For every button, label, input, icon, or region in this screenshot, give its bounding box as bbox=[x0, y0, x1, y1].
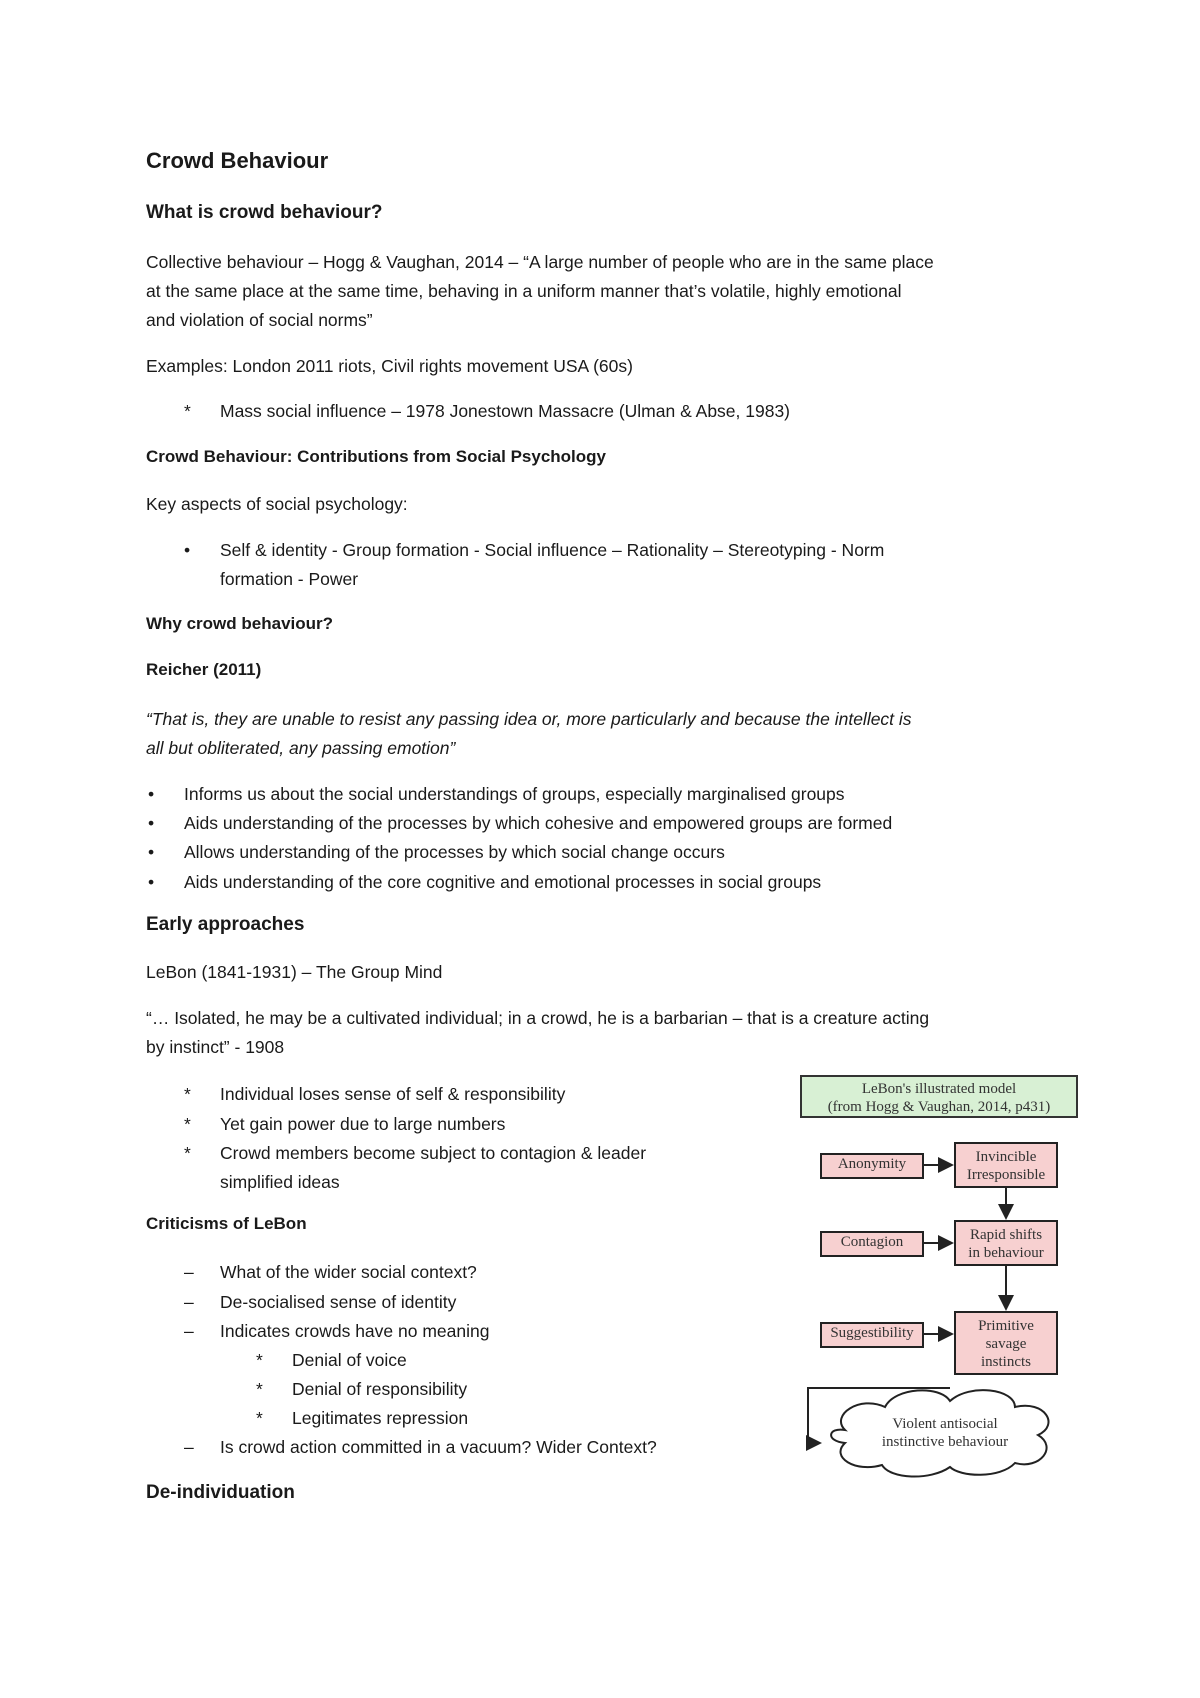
aspects-line-2: formation - Power bbox=[220, 569, 359, 589]
key-aspects-text: Key aspects of social psychology: bbox=[146, 494, 408, 514]
definition-line-2: at the same place at the same time, behaving in a uniform manner that’s volatile, highly emotional bbox=[146, 281, 902, 301]
dash-bullet: – bbox=[184, 1321, 194, 1341]
lebon-text: LeBon (1841-1931) – The Group Mind bbox=[146, 962, 443, 982]
lebon-quote-line-2: by instinct” - 1908 bbox=[146, 1037, 285, 1057]
criticism-4: Is crowd action committed in a vacuum? Wider Context? bbox=[220, 1437, 657, 1457]
bullet-dot: • bbox=[184, 540, 191, 560]
bullet-dot: • bbox=[148, 842, 155, 862]
why-bullet-3: Allows understanding of the processes by which social change occurs bbox=[184, 842, 725, 862]
instincts-label: instincts bbox=[980, 1354, 1031, 1370]
lebon-point-3-cont: simplified ideas bbox=[220, 1172, 340, 1192]
reicher-quote-line-1: “That is, they are unable to resist any passing idea or, more particularly and because the intellect is bbox=[146, 709, 912, 729]
asterisk-bullet: * bbox=[184, 1114, 191, 1134]
invincible-box bbox=[954, 1142, 1058, 1188]
rapid-shifts-box bbox=[954, 1220, 1058, 1266]
in-behaviour-label: in behaviour bbox=[968, 1245, 1044, 1261]
document-title: Crowd Behaviour bbox=[146, 148, 329, 173]
savage-label: savage bbox=[985, 1336, 1027, 1352]
asterisk-bullet: * bbox=[256, 1408, 263, 1428]
why-bullet-1: Informs us about the social understandings of groups, especially marginalised groups bbox=[184, 784, 845, 804]
primitive-label: Primitive bbox=[978, 1318, 1034, 1334]
early-approaches-heading: Early approaches bbox=[146, 914, 305, 935]
reicher-quote-line-2: all but obliterated, any passing emotion” bbox=[146, 738, 456, 758]
asterisk-bullet: * bbox=[184, 1084, 191, 1104]
lebon-point-3: Crowd members become subject to contagion & leader bbox=[220, 1143, 647, 1163]
asterisk-bullet: * bbox=[184, 401, 191, 421]
criticism-1: What of the wider social context? bbox=[220, 1262, 477, 1282]
definition-line-1: Collective behaviour – Hogg & Vaughan, 2014 – “A large number of people who are in the same place bbox=[146, 252, 934, 272]
rapid-shifts-label: Rapid shifts bbox=[969, 1227, 1043, 1243]
primitive-instincts-box bbox=[954, 1311, 1058, 1375]
dash-bullet: – bbox=[184, 1437, 194, 1457]
definition-line-3: and violation of social norms” bbox=[146, 310, 373, 330]
asterisk-bullet: * bbox=[184, 1143, 191, 1163]
aspects-line-1: Self & identity - Group formation - Social influence – Rationality – Stereotyping - Norm bbox=[220, 540, 885, 560]
bullet-dot: • bbox=[148, 813, 155, 833]
diagram-title-line-1: LeBon's illustrated model bbox=[861, 1081, 1017, 1097]
bullet-dot: • bbox=[148, 872, 155, 892]
why-heading: Why crowd behaviour? bbox=[146, 614, 334, 633]
dash-bullet: – bbox=[184, 1292, 194, 1312]
suggestibility-box: Suggestibility bbox=[820, 1322, 924, 1348]
lebon-model-diagram bbox=[800, 1075, 1090, 1495]
criticism-2: De-socialised sense of identity bbox=[220, 1292, 457, 1312]
deindividuation-heading: De-individuation bbox=[146, 1482, 295, 1503]
mass-influence-item: Mass social influence – 1978 Jonestown Massacre (Ulman & Abse, 1983) bbox=[220, 401, 791, 421]
asterisk-bullet: * bbox=[256, 1379, 263, 1399]
irresponsible-label: Irresponsible bbox=[966, 1167, 1046, 1183]
cloud-line-2: instinctive behaviour bbox=[881, 1434, 1009, 1450]
examples-text: Examples: London 2011 riots, Civil rights movement USA (60s) bbox=[146, 356, 633, 376]
sub-criticism-2: Denial of responsibility bbox=[292, 1379, 468, 1399]
invincible-label: Invincible bbox=[975, 1149, 1037, 1165]
contagion-box: Contagion bbox=[820, 1231, 924, 1257]
sub-criticism-3: Legitimates repression bbox=[292, 1408, 469, 1428]
dash-bullet: – bbox=[184, 1262, 194, 1282]
reicher-heading: Reicher (2011) bbox=[146, 660, 262, 679]
lebon-point-2: Yet gain power due to large numbers bbox=[220, 1114, 506, 1134]
why-bullet-2: Aids understanding of the processes by which cohesive and empowered groups are formed bbox=[184, 813, 893, 833]
diagram-title-line-2: (from Hogg & Vaughan, 2014, p431) bbox=[827, 1099, 1051, 1115]
sub-criticism-1: Denial of voice bbox=[292, 1350, 407, 1370]
lebon-point-1: Individual loses sense of self & responsibility bbox=[220, 1084, 566, 1104]
anonymity-box: Anonymity bbox=[820, 1153, 924, 1179]
bullet-dot: • bbox=[148, 784, 155, 804]
heading-what-is: What is crowd behaviour? bbox=[146, 202, 383, 223]
why-bullet-4: Aids understanding of the core cognitive and emotional processes in social groups bbox=[184, 872, 822, 892]
contributions-heading: Crowd Behaviour: Contributions from Social Psychology bbox=[146, 447, 606, 466]
criticisms-heading: Criticisms of LeBon bbox=[146, 1214, 307, 1233]
asterisk-bullet: * bbox=[256, 1350, 263, 1370]
cloud-outcome bbox=[860, 1415, 1030, 1451]
lebon-quote-line-1: “… Isolated, he may be a cultivated individual; in a crowd, he is a barbarian – that is a creature acting bbox=[146, 1008, 930, 1028]
criticism-3: Indicates crowds have no meaning bbox=[220, 1321, 490, 1341]
cloud-line-1: Violent antisocial bbox=[892, 1416, 998, 1432]
